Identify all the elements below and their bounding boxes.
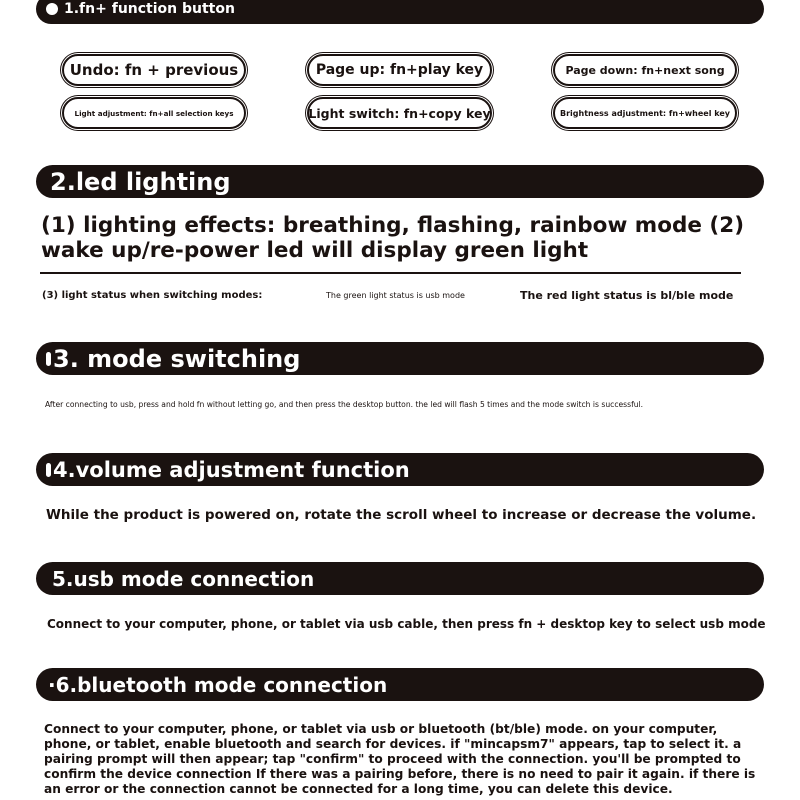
bullet-mark-icon [46, 352, 51, 366]
section-6-title: ·6.bluetooth mode connection [48, 672, 388, 697]
green-light-status: The green light status is usb mode [326, 291, 465, 300]
page-down-shortcut-label: Page down: fn+next song [565, 63, 725, 77]
red-light-status: The red light status is bl/ble mode [520, 289, 734, 302]
section-2-title: 2.led lighting [50, 167, 231, 196]
volume-adjustment-text: While the product is powered on, rotate the scroll wheel to increase or decrease the volume. [46, 507, 757, 523]
section-1-title: 1.fn+ function button [64, 1, 235, 17]
bullet-mark-icon [46, 463, 51, 477]
brightness-shortcut-pill [553, 97, 737, 129]
light-switch-shortcut-label: Light switch: fn+copy key [308, 105, 491, 121]
light-adjustment-shortcut-pill [62, 97, 246, 129]
usb-connection-text: Connect to your computer, phone, or tablet via usb cable, then press fn + desktop key to select usb mode [47, 617, 766, 631]
section-4-header [36, 453, 764, 486]
lighting-effects-line-2: wake up/re-power led will display green light [41, 238, 589, 263]
light-status-label: (3) light status when switching modes: [42, 290, 263, 301]
lighting-effects-line-1: (1) lighting effects: breathing, flashing, rainbow mode (2) [41, 213, 745, 238]
undo-shortcut-label: Undo: fn + previous [69, 61, 239, 79]
page-up-shortcut-pill [307, 54, 492, 86]
light-adjustment-shortcut-label: Light adjustment: fn+all selection keys [74, 108, 234, 118]
section-3-header [36, 342, 764, 375]
bluetooth-text-line-5: an error or the connection cannot be connected for a long time, you can delete this device. [44, 782, 673, 796]
mode-switching-text: After connecting to usb, press and hold fn without letting go, and then press the desktop button. the led will flash 5 times and the mode switch is successful. [45, 400, 644, 409]
section-6-header [36, 668, 764, 701]
undo-shortcut-pill [62, 54, 246, 86]
brightness-shortcut-label: Brightness adjustment: fn+wheel key [560, 108, 730, 118]
page-down-shortcut-pill [553, 54, 737, 86]
section-2-header [36, 165, 764, 198]
section-5-header [36, 562, 764, 595]
section-5-title: 5.usb mode connection [52, 566, 315, 591]
bullet-dot-icon [46, 3, 58, 15]
section-3-title: 3. mode switching [53, 344, 301, 373]
section-4-title: 4.volume adjustment function [53, 457, 410, 482]
bluetooth-text-line-1: Connect to your computer, phone, or tablet via usb or bluetooth (bt/ble) mode. on your computer, [44, 722, 718, 736]
bluetooth-text-line-4: confirm the device connection If there was a pairing before, there is no need to pair it again. if there is [44, 767, 756, 781]
divider-line [40, 272, 741, 274]
bluetooth-text-line-3: pairing prompt will then appear; tap "confirm" to proceed with the connection. you'll be prompted to [44, 752, 741, 766]
section-1-header [36, 0, 764, 24]
bluetooth-text-line-2: phone, or tablet, enable bluetooth and search for devices. if "mincapsm7" appears, tap to select it. a [44, 737, 742, 751]
light-switch-shortcut-pill [307, 97, 492, 129]
bluetooth-connection-text [44, 722, 755, 797]
page-up-shortcut-label: Page up: fn+play key [315, 62, 484, 78]
